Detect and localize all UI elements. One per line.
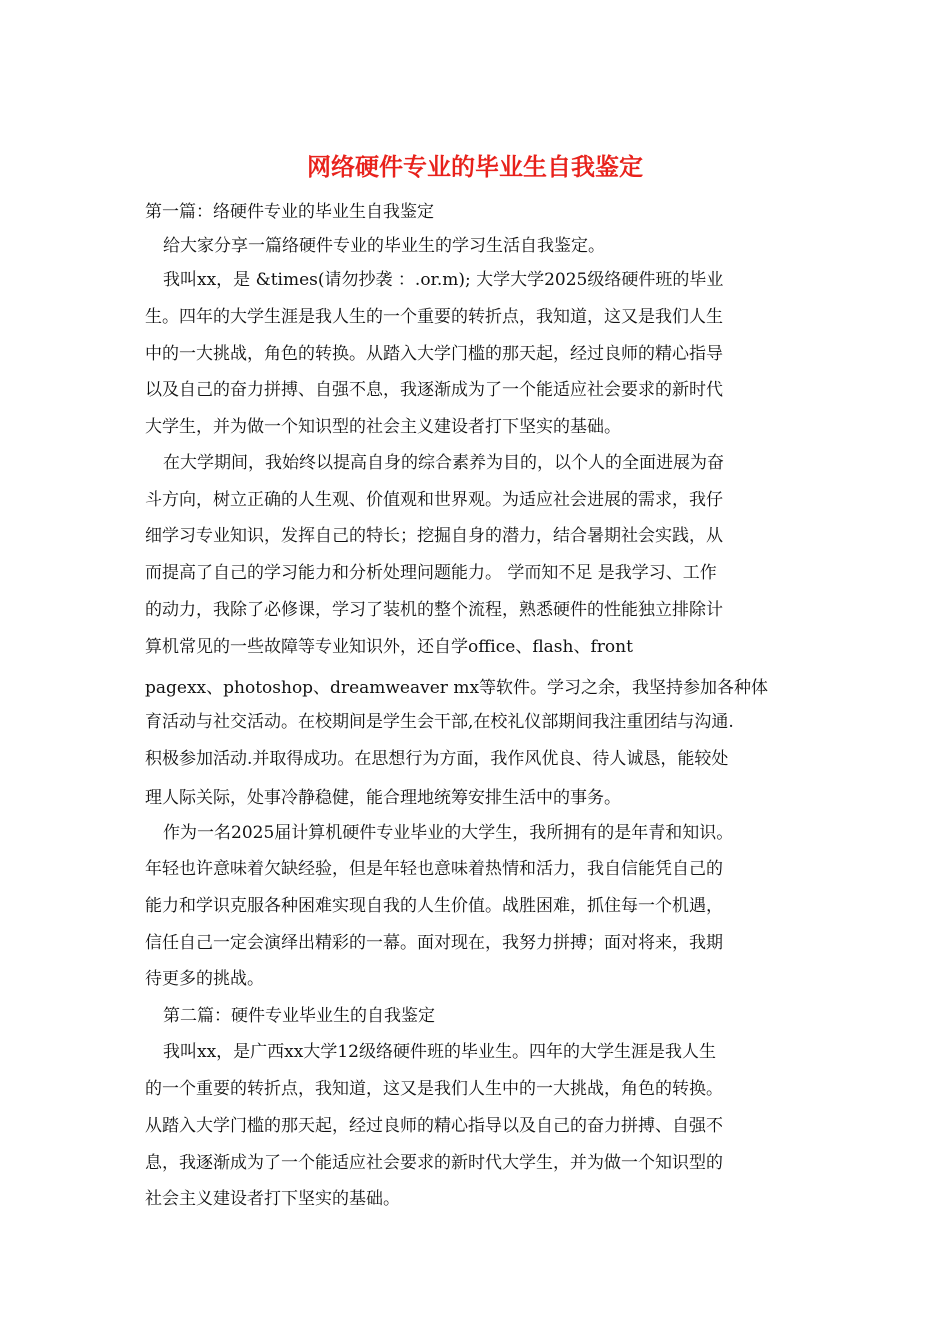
paragraph-line: 在大学期间，我始终以提高自身的综合素养为目的，以个人的全面进展为奋 (163, 453, 724, 473)
paragraph-line: 而提高了自己的学习能力和分析处理问题能力。 学而知不足 是我学习、工作 (145, 563, 717, 583)
section-heading-2: 第二篇：硬件专业毕业生的自我鉴定 (163, 1006, 435, 1026)
paragraph-line: 从踏入大学门槛的那天起，经过良师的精心指导以及自己的奋力拼搏、自强不 (145, 1116, 723, 1136)
document-title: 网络硬件专业的毕业生自我鉴定 (307, 152, 643, 181)
paragraph-line: 息，我逐渐成为了一个能适应社会要求的新时代大学生，并为做一个知识型的 (145, 1153, 723, 1173)
paragraph-line: 理人际关际，处事冷静稳健，能合理地统筹安排生活中的事务。 (145, 788, 621, 808)
paragraph-line: 中的一大挑战，角色的转换。从踏入大学门槛的那天起，经过良师的精心指导 (145, 344, 723, 364)
paragraph-line: 待更多的挑战。 (145, 969, 264, 989)
paragraph-line: 的动力，我除了必修课，学习了装机的整个流程，熟悉硬件的性能独立排除计 (145, 600, 723, 620)
paragraph-line: 年轻也许意味着欠缺经验，但是年轻也意味着热情和活力，我自信能凭自己的 (145, 859, 723, 879)
paragraph-line: 我叫xx，是 &times(请勿抄袭 ：.or.m); 大学大学2025级络硬件班的毕业 (163, 270, 724, 290)
paragraph-line: 我叫xx，是广西xx大学12级络硬件班的毕业生。四年的大学生涯是我人生 (163, 1042, 716, 1062)
paragraph-line: 斗方向，树立正确的人生观、价值观和世界观。为适应社会进展的需求，我仔 (145, 490, 723, 510)
paragraph-line: 算机常见的一些故障等专业知识外，还自学office、flash、front (145, 637, 633, 657)
paragraph-line: 细学习专业知识，发挥自己的特长；挖掘自身的潜力，结合暑期社会实践，从 (145, 526, 723, 546)
paragraph-line: 积极参加活动.并取得成功。在思想行为方面，我作风优良、待人诚恳，能较处 (145, 749, 729, 769)
paragraph-line: 作为一名2025届计算机硬件专业毕业的大学生，我所拥有的是年青和知识。 (163, 823, 734, 843)
paragraph-line: 给大家分享一篇络硬件专业的毕业生的学习生活自我鉴定。 (163, 236, 605, 256)
paragraph-line: 能力和学识克服各种困难实现自我的人生价值。战胜困难，抓住每一个机遇， (145, 896, 723, 916)
paragraph-line: 信任自己一定会演绎出精彩的一幕。面对现在，我努力拼搏；面对将来，我期 (145, 933, 723, 953)
paragraph-line: 以及自己的奋力拼搏、自强不息，我逐渐成为了一个能适应社会要求的新时代 (145, 380, 723, 400)
section-heading-1: 第一篇：络硬件专业的毕业生自我鉴定 (145, 202, 434, 222)
paragraph-line: 生。四年的大学生涯是我人生的一个重要的转折点，我知道，这又是我们人生 (145, 307, 723, 327)
paragraph-line: 社会主义建设者打下坚实的基础。 (145, 1189, 400, 1209)
paragraph-line: 育活动与社交活动。在校期间是学生会干部,在校礼仪部期间我注重团结与沟通. (145, 712, 734, 732)
paragraph-line: pagexx、photoshop、dreamweaver mx等软件。学习之余，我坚持参加各种体 (145, 678, 769, 698)
paragraph-line: 的一个重要的转折点，我知道，这又是我们人生中的一大挑战，角色的转换。 (145, 1079, 723, 1099)
paragraph-line: 大学生，并为做一个知识型的社会主义建设者打下坚实的基础。 (145, 417, 621, 437)
